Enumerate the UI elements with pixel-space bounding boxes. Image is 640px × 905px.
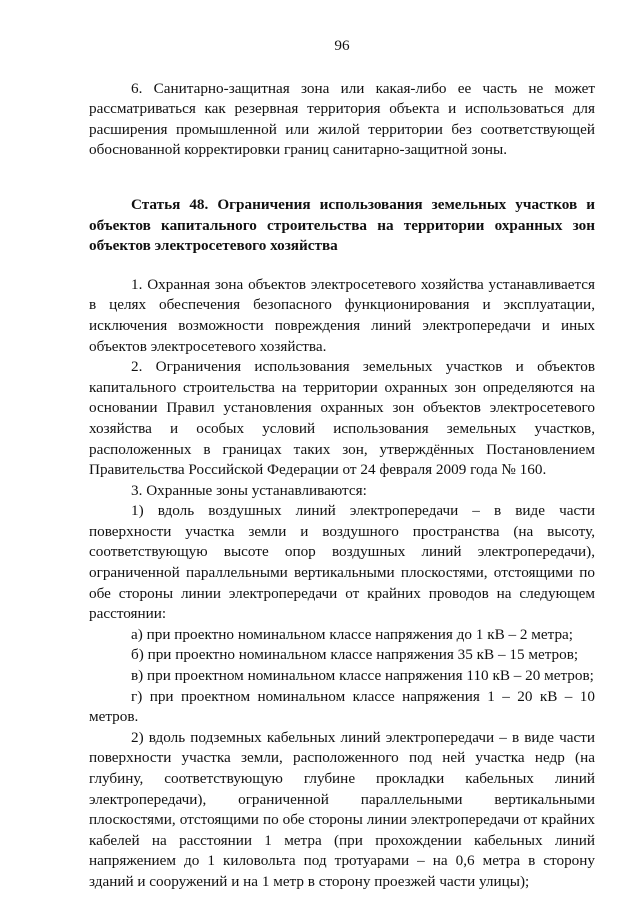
page-number: 96	[334, 37, 350, 54]
document-page	[89, 36, 595, 893]
paragraph-3-2: 2) вдоль подземных кабельных линий электропередачи – в виде части поверхности участка земли, расположенного под ней участка недр (на глубину, соответствующую глубине прокладки кабельных линий электропередачи), ограниченной параллельными вертикальными плоскостями, отстоящими по обе стороны линии электропередачи от крайних кабелей на расстоянии 1 метра (при прохождении кабельных линий напряжением до 1 киловольта под тротуарами – на 0,6 метра в сторону зданий и сооружений и на 1 метр в сторону проезжей части улицы);	[89, 728, 595, 890]
paragraph-3-1-v: в) при проектном номинальном классе напряжения 110 кВ – 20 метров;	[131, 667, 594, 685]
paragraph-3-1-b: б) при проектно номинальном классе напряжения 35 кВ – 15 метров;	[131, 646, 579, 664]
article-heading: Статья 48. Ограничения использования земельных участков и объектов капитального строительства на территории охранных зон объектов электросетевого хозяйства	[89, 195, 595, 255]
paragraph-3-1: 1) вдоль воздушных линий электропередачи – в виде части поверхности участка земли и воздушного пространства (на высоту, соответствующую высоте опор воздушных линий электропередачи), ограниченной параллельными вертикальными плоскостями, отстоящими по обе стороны линии электропередачи от крайних проводов на следующем расстоянии:	[89, 502, 595, 623]
paragraph-3-1-a: а) при проектно номинальном классе напряжения до 1 кВ – 2 метра;	[131, 625, 574, 643]
paragraph-item-6: 6. Санитарно-защитная зона или какая-либо ее часть не может рассматриваться как резервная территория объекта и использоваться для расширения промышленной или жилой территории без соответствующей обоснованной корректировки границ санитарно-защитной зоны.	[89, 79, 595, 159]
paragraph-3-1-g: г) при проектном номинальном классе напряжения 1 – 20 кВ – 10 метров.	[89, 687, 595, 726]
paragraph-1: 1. Охранная зона объектов электросетевого хозяйства устанавливается в целях обеспечения безопасного функционирования и эксплуатации, исключения возможности повреждения линий электропередачи и иных объектов электросетевого хозяйства.	[89, 275, 595, 355]
paragraph-3: 3. Охранные зоны устанавливаются:	[131, 481, 367, 499]
paragraph-2: 2. Ограничения использования земельных участков и объектов капитального строительства на территории охранных зон определяются на основании Правил установления охранных зон объектов электросетевого хозяйства и особых условий использования земельных участков, расположенных в границах таких зон, утверждённых Постановлением Правительства Российской Федерации от 24 февраля 2009 года № 160.	[89, 358, 595, 479]
